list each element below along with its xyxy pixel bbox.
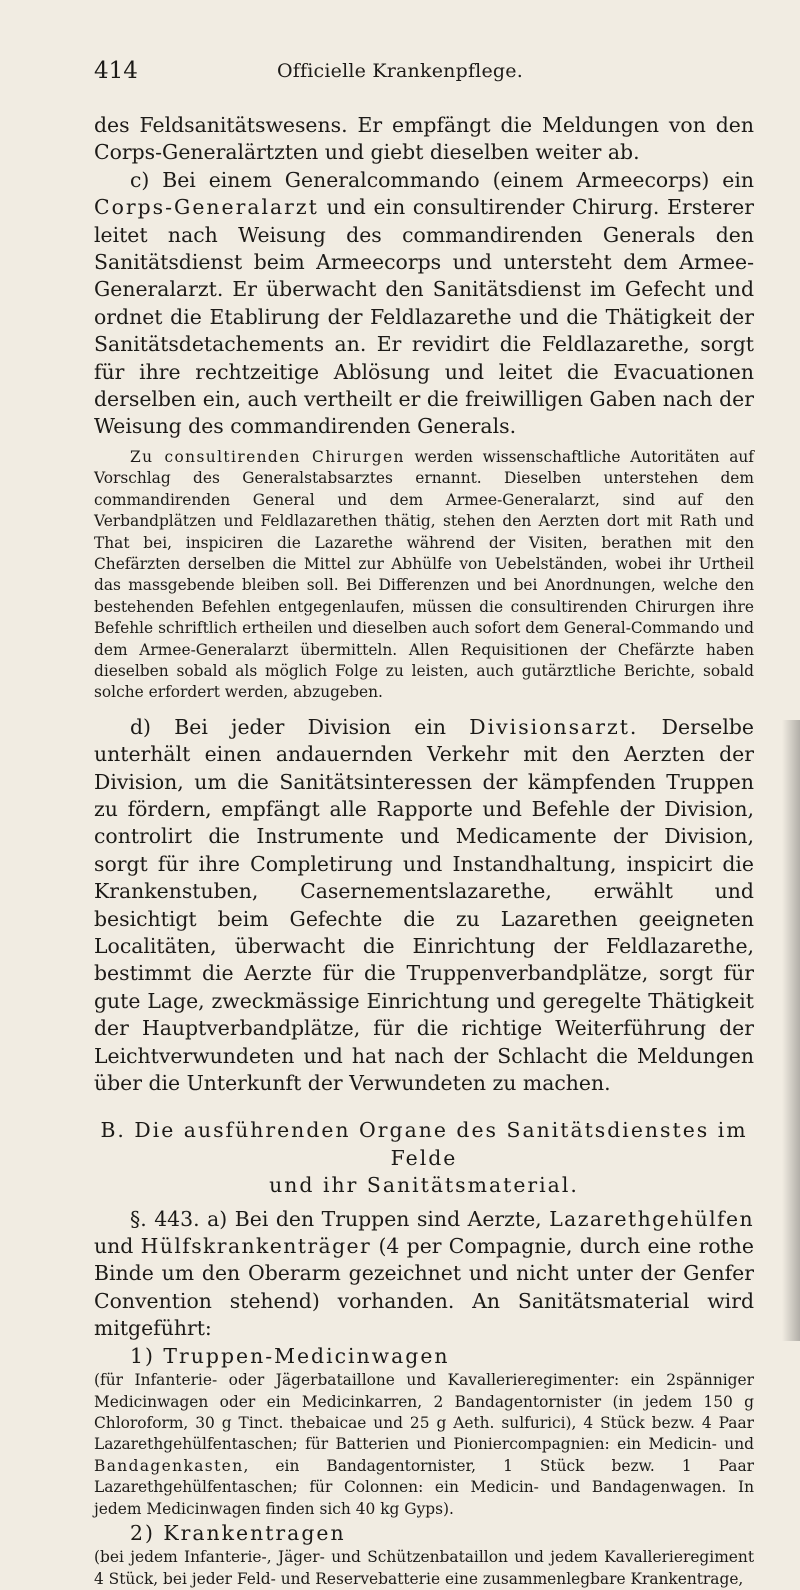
paragraph-443 [94,1206,754,1343]
section-heading-line-2: und ihr Sanitätsmaterial. [269,1173,579,1198]
item-heading-krankentragen: 2) Krankentragen [130,1520,346,1545]
section-heading-b [94,1117,754,1199]
paragraph-continuation [94,112,754,167]
spaced-term-corps-generalarzt: Corps-Generalarzt [94,195,319,220]
paragraph-text: und [94,1234,141,1259]
paragraph-corps-generalarzt [94,167,754,441]
paragraph-lead: d) Bei jeder Division ein [130,714,470,739]
spaced-term-bandagenkasten: Bandagenkasten [94,1456,244,1475]
paragraph-text: (4 per Compagnie, durch eine rothe Binde um den Oberarm gezeichnet und nicht unter der Genfer Convention stehend) vorhanden. An Sanitätsmaterial wird mitgeführt: [94,1234,754,1341]
page-body [94,112,754,1590]
item-text-krankentragen: (bei jedem Infanterie-, Jäger- und Schützenbataillon und jedem Kavallerieregiment 4 Stück, bei jeder Feld- und Reservebatterie eine zusammenlegbare Krankentrage, [94,1548,754,1588]
item-text-medicinwagen [94,1370,754,1520]
paragraph-text: Derselbe unterhält einen andauernden Verkehr mit den Aerzten der Division, um die Sanitätsinteressen der kämpfenden Truppen zu fördern, empfängt alle Rapporte und Befehle der Division, controlirt die Instrumente und Medicamente der Division, sorgt für ihre Completirung und Instandhaltung, inspicirt die Krankenstuben, Casernementslazarethe, erwählt und besichtigt beim Gefechte die zu Lazarethen geeigneten Localitäten, überwacht die Einrichtung der Feldlazarethe, bestimmt die Aerzte für die Truppenverbandplätze, sorgt für gute Lage, zweckmässige Einrichtung und geregelte Thätigkeit der Hauptverbandplätze, für die richtige Weiterführung der Leichtverwundeten und hat nach der Schlacht die Meldungen über die Unterkunft der Verwundeten zu machen. [94,714,754,1096]
page-number: 414 [94,58,138,84]
paragraph-text: werden wissenschaftliche Autoritäten auf Vorschlag des Generalstabsarztes ernannt. Dieselben unterstehen dem commandirenden General und dem Armee-Generalarzt, sind auf den Verbandplätzen und Feldlazarethen thätig, stehen den Aerzten dort mit Rath und That bei, inspiciren die Lazarethe während der Visiten, berathen mit den Chefärzten derselben die Mittel zur Abhülfe von Uebelständen, wobei ihr Urtheil das massgebende bleiben soll. Bei Differenzen und bei Anordnungen, welche den bestehenden Befehlen entgegenlaufen, müssen die consultirenden Chirurgen ihre Befehle schriftlich ertheilen und dieselben auch sofort dem General-Commando und dem Armee-Generalarzt übermitteln. Allen Requisitionen der Chefärzte haben dieselben sobald als möglich Folge zu leisten, auch gutärztliche Berichte, sobald solche erfordert werden, abzugeben. [94,447,754,702]
spaced-term-lazarethgehuelfen: Lazarethgehülfen [549,1206,754,1231]
paragraph-text: (für Infanterie- oder Jägerbataillone und Kavallerieregimenter: ein 2spänniger Medicinwagen oder ein Medicinkarren, 2 Bandagentornister (in jedem 150 g Chloroform, 30 g Tinct. thebaicae und 25 g Aeth. sulfurici), 4 Stück bezw. 4 Paar Lazarethgehülfentaschen; für Batterien und Pioniercompagnien: ein Medicin- und [94,1371,754,1454]
paragraph-text: und ein consultirender Chirurg. Ersterer leitet nach Weisung des commandirenden Generals den Sanitätsdienst beim Armeecorps und untersteht dem Armee-Generalarzt. Er überwacht den Sanitätsdienst im Gefecht und ordnet die Etablirung der Feldlazarethe und die Thätigkeit der Sanitätsdetachements an. Er revidirt die Feldlazarethe, sorgt für ihre rechtzeitige Ablösung und leitet die Evacuationen derselben ein, auch vertheilt er die freiwilligen Gaben nach der Weisung des commandirenden Generals. [94,195,754,439]
paragraph-consultirende-chirurgen [94,447,754,704]
spaced-term-huelfskrankentraeger: Hülfskrankenträger [140,1234,372,1259]
page-edge-shadow [782,720,800,1341]
paragraph-lead: c) Bei einem Generalcommando (einem Armeecorps) ein [130,167,754,192]
paragraph-divisionsarzt [94,714,754,1098]
spaced-term-consultirende-chirurgen: Zu consultirenden Chirurgen [130,447,405,466]
section-heading-line-1: B. Die ausführenden Organe des Sanitätsdienstes im Felde [100,1118,748,1170]
spaced-term-divisionsarzt: Divisionsarzt. [469,714,639,739]
running-title: Officielle Krankenpflege. [277,60,523,82]
page-header [0,58,800,88]
paragraph-text: , ein Bandagentornister, 1 Stück bezw. 1 Paar Lazarethgehülfentaschen; für Colonnen: ein Medicin- und Bandagenwagen. In jedem Medicinwagen finden sich 40 kg Gyps). [94,1456,754,1518]
item-heading-medicinwagen: 1) Truppen-Medicinwagen [130,1343,450,1368]
paragraph-text: des Feldsanitätswesens. Er empfängt die Meldungen von den Corps-Generalärtzten und giebt dieselben weiter ab. [94,113,754,165]
paragraph-lead: §. 443. a) Bei den Truppen sind Aerzte, [130,1206,550,1231]
